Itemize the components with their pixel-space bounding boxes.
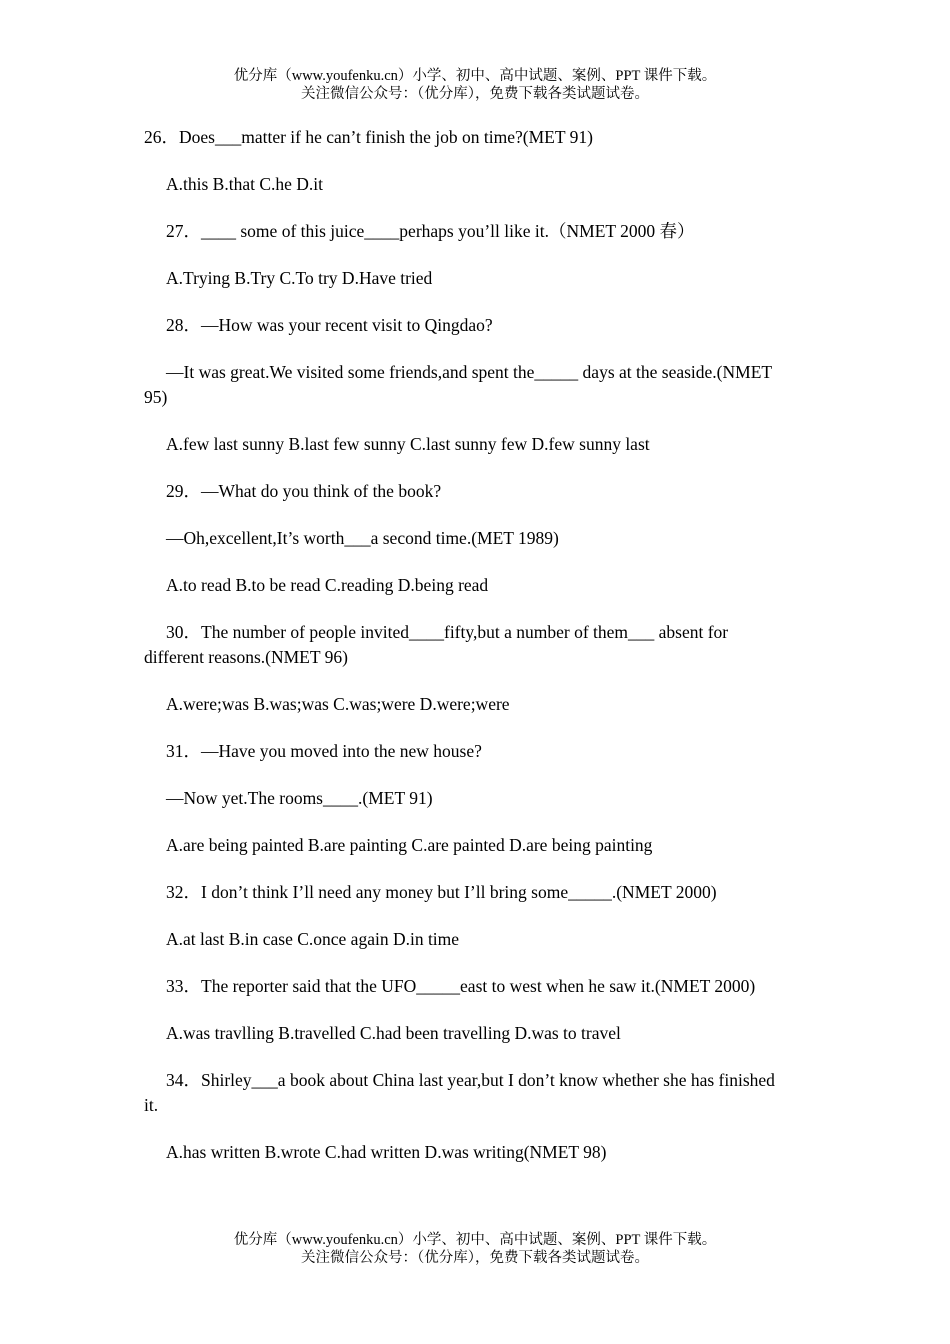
options-26: A.this B.that C.he D.it [166,174,324,194]
options-33: A.was travlling B.travelled C.had been travelling D.was to travel [166,1023,621,1043]
footer-line-2: 关注微信公众号：（优分库），免费下载各类试题试卷。 [301,1250,649,1266]
options-32: A.at last B.in case C.once again D.in time [166,929,460,949]
header-line-2: 关注微信公众号：（优分库），免费下载各类试题试卷。 [301,86,649,102]
footer-line-1: 优分库（www.youfenku.cn）小学、初中、高中试题、案例、PPT 课件下载。 [233,1232,717,1248]
question-31-reply: —Now yet.The rooms____.(MET 91) [166,788,433,808]
header-line-1: 优分库（www.youfenku.cn）小学、初中、高中试题、案例、PPT 课件下载。 [233,68,717,84]
page-footer [0,1231,950,1267]
question-28-reply: —It was great.We visited some friends,and spent the_____ days at the seaside.(NMET 95) [144,362,772,407]
question-30: 30．The number of people invited____fifty,but a number of them___ absent for different reasons.(NMET 96) [144,622,729,667]
question-29: 29．—What do you think of the book? [166,481,442,501]
options-29: A.to read B.to be read C.reading D.being read [166,575,489,595]
options-30: A.were;was B.was;was C.was;were D.were;were [166,694,510,714]
question-31: 31．—Have you moved into the new house? [166,741,482,761]
question-33: 33．The reporter said that the UFO_____east to west when he saw it.(NMET 2000) [166,976,756,996]
question-32: 32．I don’t think I’ll need any money but I’ll bring some_____.(NMET 2000) [166,882,717,902]
question-28: 28．—How was your recent visit to Qingdao? [166,315,493,335]
document-body [144,125,792,1187]
question-34: 34．Shirley___a book about China last year,but I don’t know whether she has finished it. [144,1070,775,1115]
question-27: 27．____ some of this juice____perhaps you’ll like it.（NMET 2000 春） [166,221,695,241]
options-34: A.has written B.wrote C.had written D.was writing(NMET 98) [166,1142,607,1162]
question-26: 26．Does___matter if he can’t finish the job on time?(MET 91) [144,127,593,147]
options-31: A.are being painted B.are painting C.are painted D.are being painting [166,835,653,855]
options-28: A.few last sunny B.last few sunny C.last sunny few D.few sunny last [166,434,650,454]
page-header [0,67,950,103]
options-27: A.Trying B.Try C.To try D.Have tried [166,268,433,288]
question-29-reply: —Oh,excellent,It’s worth___a second time.(MET 1989) [166,528,559,548]
